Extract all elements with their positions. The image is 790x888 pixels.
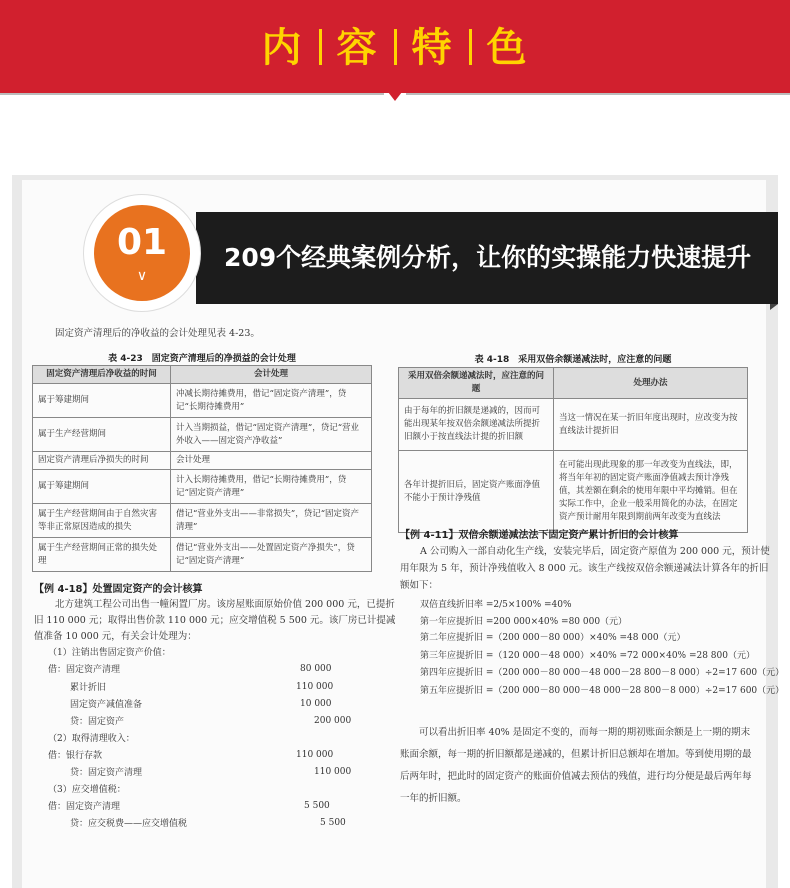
entry-credit: 5 500 <box>320 818 346 828</box>
table-cell: 当这一情况在某一折旧年度出现时，应改变为按直线法计提折旧 <box>554 399 748 451</box>
banner-title <box>0 16 790 73</box>
calc-line: 第一年应提折旧 =200 000×40% =80 000（元） <box>420 617 628 627</box>
right-example-title: 【例 4-11】双倍余额递减法法下固定资产累计折旧的会计核算 <box>400 530 679 541</box>
left-example-line: 值准备 10 000 元，有关会计处理为： <box>34 631 197 642</box>
entry-label: 借：固定资产清理 <box>48 665 121 675</box>
table-row <box>33 452 372 470</box>
entry-debit: 80 000 <box>300 664 332 674</box>
entry-debit: 110 000 <box>296 682 334 692</box>
entry-debit: 10 000 <box>300 699 332 709</box>
table-row <box>33 418 372 452</box>
left-table <box>32 365 372 572</box>
table-header: 会计处理 <box>171 366 372 384</box>
table-cell: 借记“营业外支出——处置固定资产净损失”，贷记“固定资产清理” <box>171 538 372 572</box>
table-header: 采用双倍余额递减法时，应注意的问题 <box>399 368 554 399</box>
table-cell: 借记“营业外支出——非常损失”，贷记“固定资产清理” <box>171 504 372 538</box>
table-cell: 固定资产清理后净损失的时间 <box>33 452 171 470</box>
entry-label: 固定资产减值准备 <box>70 700 143 710</box>
entry-debit: 110 000 <box>296 750 334 760</box>
step-heading: （3）应交增值税： <box>48 785 126 795</box>
table-cell: 属于生产经营期间由于自然灾害等非正常原因造成的损失 <box>33 504 171 538</box>
right-conclusion: 可以看出折旧率 40% 是固定不变的，而每一期的期初账面余额是上一期的期末账面余额，每一期的折旧额都是递减的，但累计折旧总额却在增加。等到使用期的最后两年时，把此时的固定资产的账面价值减去预估的残值，进行均分便是最后两年每一年的折旧额。 <box>400 727 752 804</box>
table-cell: 各年计提折旧后，固定资产账面净值不能小于预计净残值 <box>399 451 554 533</box>
table-cell: 冲减长期待摊费用，借记“固定资产清理”，贷记“长期待摊费用” <box>171 384 372 418</box>
entry-label: 贷：固定资产清理 <box>70 768 143 778</box>
right-example-line: 额如下： <box>400 580 439 591</box>
table-row <box>399 399 748 451</box>
calc-line: 第三年应提折旧 =（120 000－48 000）×40% =72 000×40% =28 800（元） <box>420 651 755 661</box>
table-cell: 属于筹建期间 <box>33 384 171 418</box>
banner-char: 容 <box>336 25 379 71</box>
left-intro: 固定资产清理后的净收益的会计处理见表 4-23。 <box>55 328 260 339</box>
right-example-line: 用年限为 5 年，预计净残值收入 8 000 元。该生产线按双倍余额递减法计算各年的折旧 <box>400 563 769 574</box>
calc-line: 第四年应提折旧 =（200 000－80 000－48 000－28 800－8 000）÷2=17 600（元） <box>420 668 785 678</box>
divider-right <box>406 93 790 95</box>
feature-headline: 209个经典案例分析，让你的实操能力快速提升 <box>224 243 752 272</box>
table-cell: 属于生产经营期间 <box>33 418 171 452</box>
entry-label: 贷：固定资产 <box>70 717 125 727</box>
table-cell: 会计处理 <box>171 452 372 470</box>
entry-credit: 200 000 <box>314 716 352 726</box>
left-table-caption: 表 4-23 固定资产清理后的净损益的会计处理 <box>108 354 296 364</box>
banner-char: 色 <box>486 25 529 71</box>
table-cell: 属于生产经营期间正常的损失处理 <box>33 538 171 572</box>
table-row <box>33 538 372 572</box>
table-row <box>399 451 748 533</box>
entry-credit: 110 000 <box>314 767 352 777</box>
left-example-line: 旧 110 000 元；取得出售价款 110 000 元；应交增值税 5 500 元。该厂房已计提减 <box>34 615 396 626</box>
entry-label: 累计折旧 <box>70 683 107 693</box>
table-cell: 属于筹建期间 <box>33 470 171 504</box>
right-table <box>398 367 748 533</box>
right-table-caption: 表 4-18 采用双倍余额递减法时，应注意的问题 <box>474 355 672 365</box>
banner-char: 内 <box>261 25 304 71</box>
banner-char: 特 <box>411 25 454 71</box>
left-example-line: 北方建筑工程公司出售一幢闲置厂房。该房屋账面原始价值 200 000 元，已提折 <box>55 599 395 610</box>
table-cell: 由于每年的折旧额是递减的，因而可能出现某年按双倍余额递减法所提折旧额小于按直线法计提的折旧额 <box>399 399 554 451</box>
calc-line: 双倍直线折旧率 =2/5×100% =40% <box>420 600 572 610</box>
table-cell: 计入长期待摊费用，借记“长期待摊费用”，贷记“固定资产清理” <box>171 470 372 504</box>
table-header: 处理办法 <box>554 368 748 399</box>
calc-line: 第五年应提折旧 =（200 000－80 000－48 000－28 800－8 000）÷2=17 600（元） <box>420 686 785 696</box>
chevron-down-icon: ∨ <box>136 268 148 284</box>
table-row <box>33 470 372 504</box>
table-row <box>33 504 372 538</box>
entry-label: 借：银行存款 <box>48 751 103 761</box>
step-heading: （2）取得清理收入： <box>48 734 135 744</box>
entry-label: 借：固定资产清理 <box>48 802 121 812</box>
divider-left <box>0 93 384 95</box>
calc-line: 第二年应提折旧 =（200 000－80 000）×40% =48 000（元） <box>420 633 686 643</box>
table-row <box>33 384 372 418</box>
left-example-title: 【例 4-18】处置固定资产的会计核算 <box>34 584 203 595</box>
step-heading: （1）注销出售固定资产价值： <box>48 648 171 658</box>
entry-label: 贷：应交税费——应交增值税 <box>70 819 188 829</box>
down-arrow-icon <box>388 92 402 101</box>
entry-debit: 5 500 <box>304 801 330 811</box>
table-header: 固定资产清理后净收益的时间 <box>33 366 171 384</box>
right-example-line: A 公司购入一部自动化生产线，安装完毕后，固定资产原值为 200 000 元，预计使 <box>420 546 770 557</box>
feature-number: 01 <box>116 222 168 263</box>
table-cell: 在可能出现此现象的那一年改变为直线法，即，将当年年初的固定资产账面净值减去预计净残值，其差额在剩余的使用年限中平均摊销。但在实际工作中，企业一般采用简化的办法，在固定资产预计耐用年限到期前两年改变为直线法 <box>554 451 748 533</box>
table-cell: 计入当期损益，借记“固定资产清理”，贷记“营业外收入——固定资产净收益” <box>171 418 372 452</box>
